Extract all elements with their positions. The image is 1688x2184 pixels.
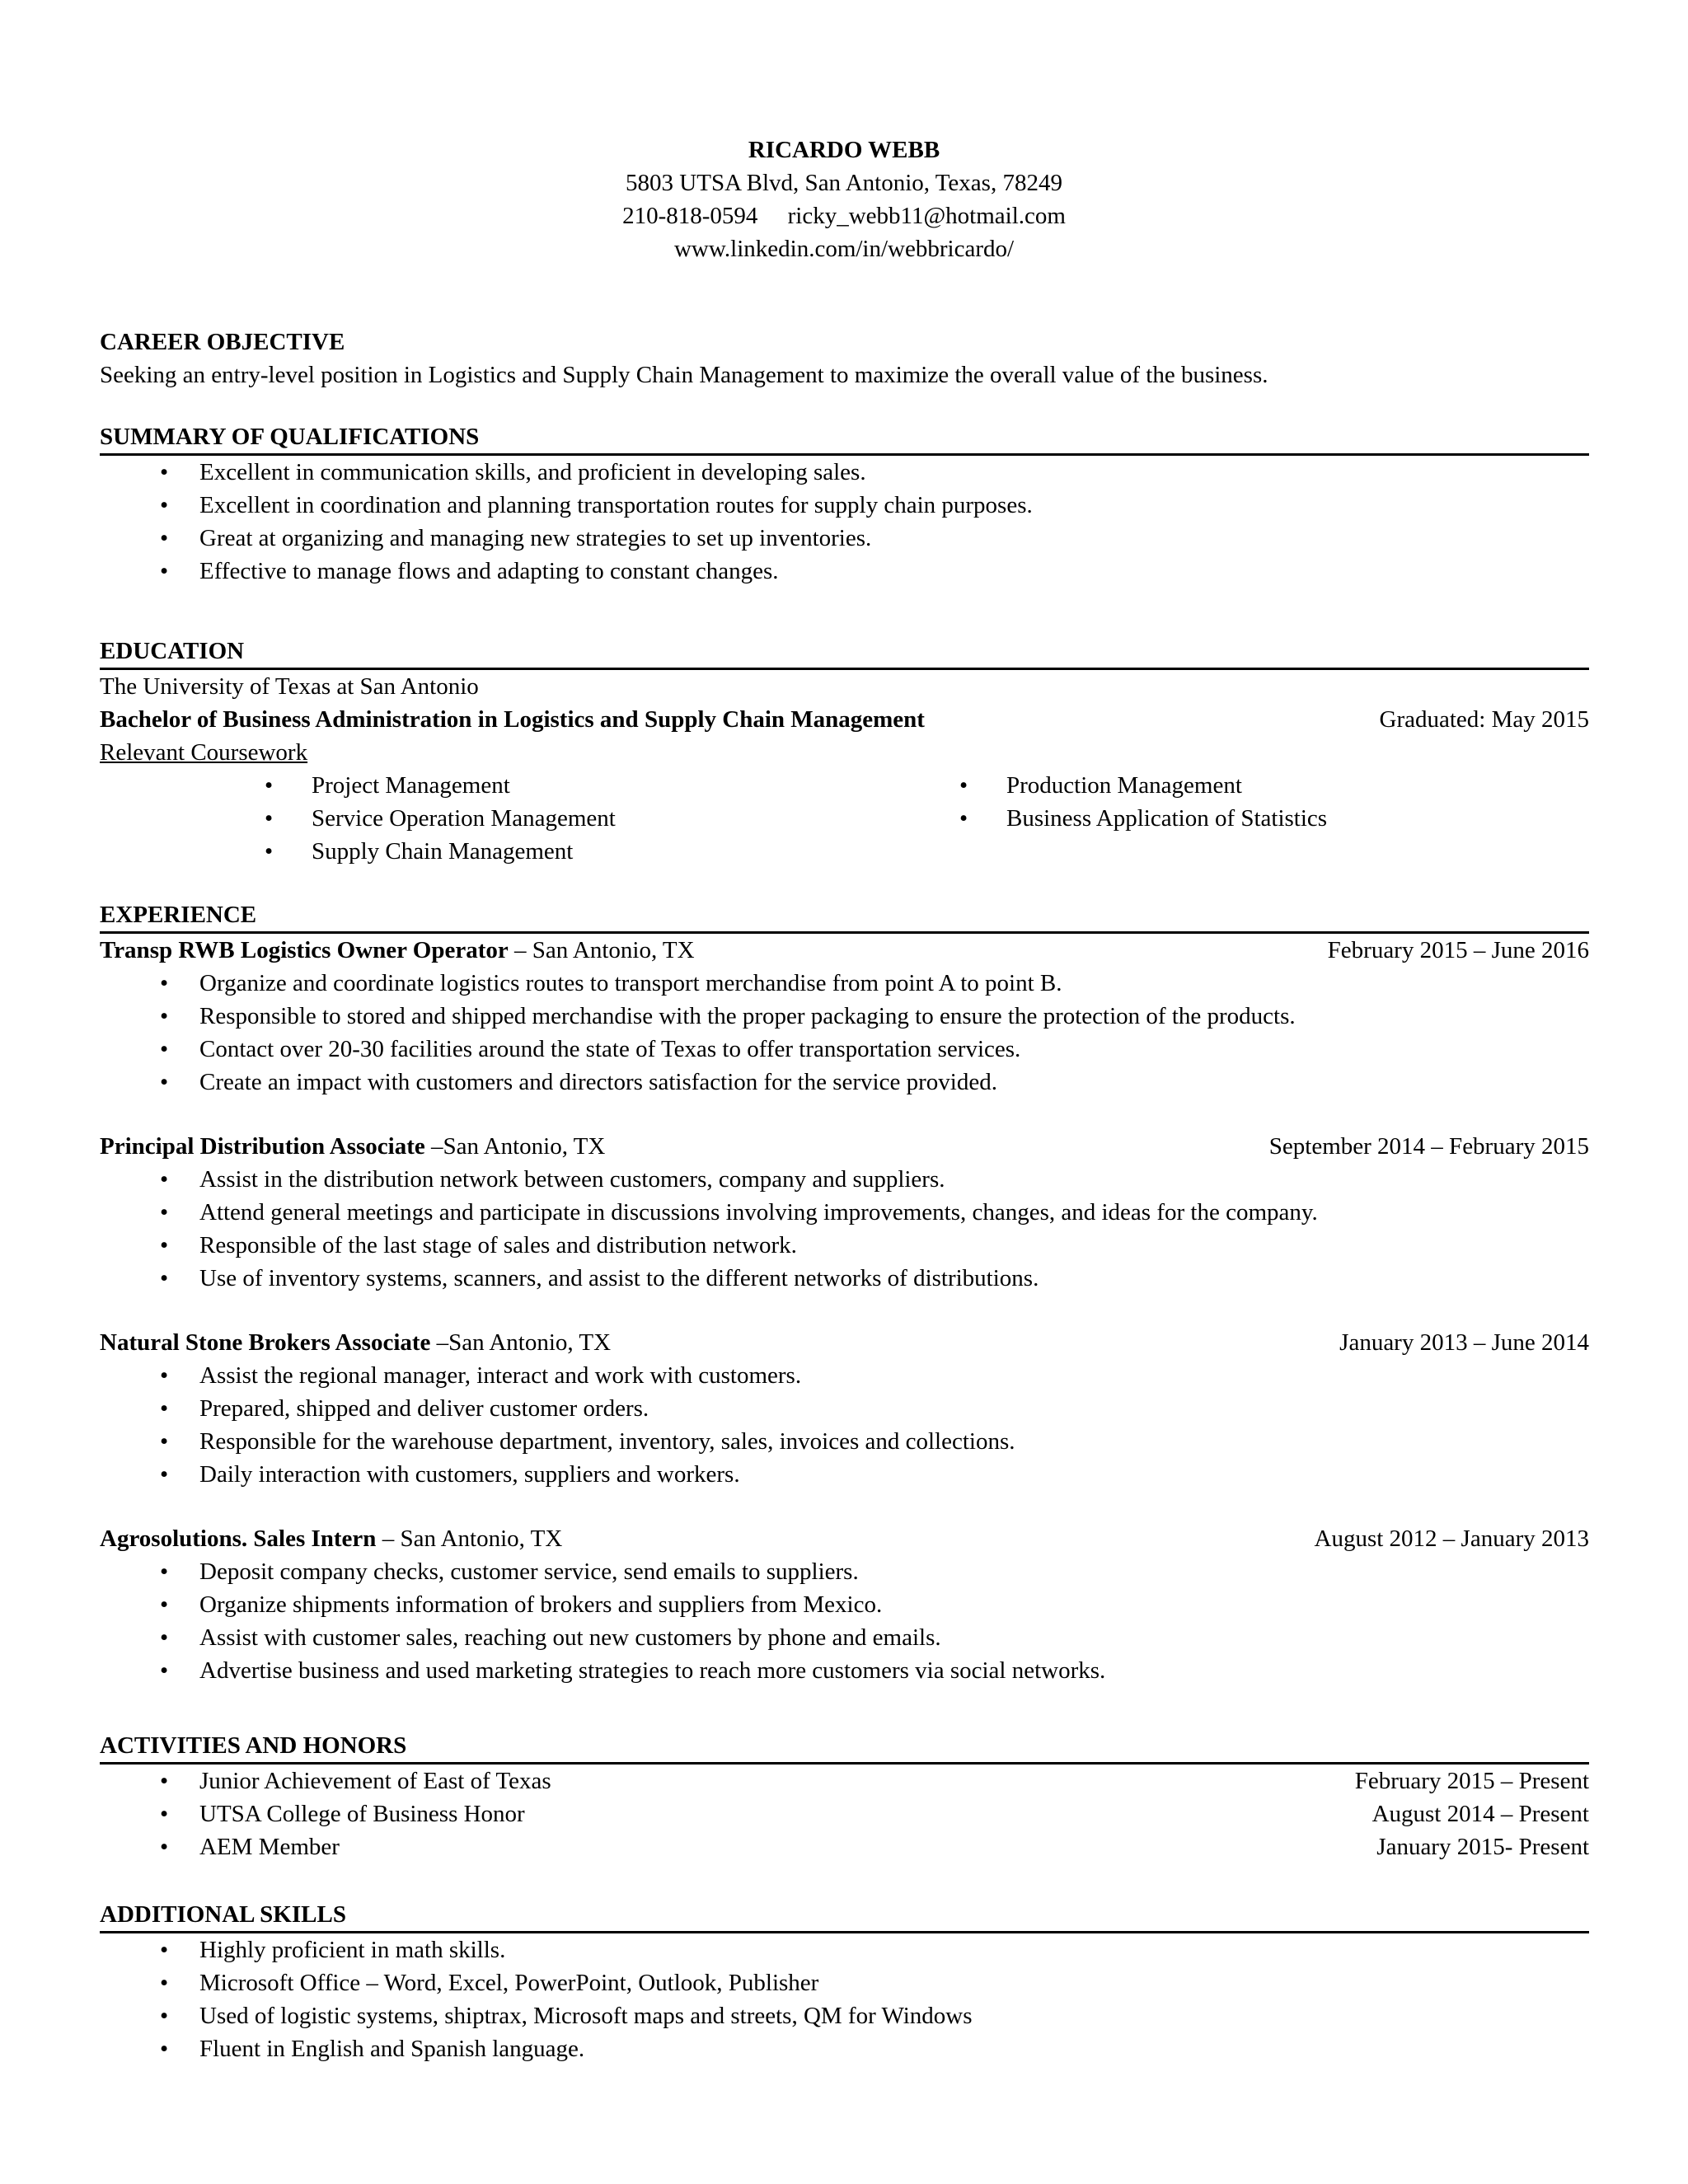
job-title-line (100, 1130, 605, 1163)
skills-section (100, 1898, 1589, 2065)
course-item: • Project Management (312, 769, 1006, 802)
activity-row (100, 1797, 1589, 1830)
section-title: EDUCATION (100, 635, 1589, 670)
list-item: • Advertise business and used marketing strategies to reach more customers via social networks. (100, 1654, 1589, 1687)
job-dates: September 2014 – February 2015 (1268, 1133, 1589, 1160)
objective-text: Seeking an entry-level position in Logistics and Supply Chain Management to maximize the overall value of the business. (100, 362, 1268, 388)
education-section (100, 635, 1589, 868)
activity-row (100, 1765, 1589, 1797)
list-item: • Used of logistic systems, shiptrax, Microsoft maps and streets, QM for Windows (100, 1999, 1589, 2032)
list-item: • Highly proficient in math skills. (100, 1933, 1589, 1966)
job-location: – San Antonio, TX (508, 937, 695, 963)
job-header (100, 1522, 1589, 1555)
job-header (100, 1130, 1589, 1163)
list-item: • Microsoft Office – Word, Excel, PowerPoint, Outlook, Publisher (100, 1966, 1589, 1999)
address: 5803 UTSA Blvd, San Antonio, Texas, 78249 (626, 170, 1062, 196)
job-title-line (100, 934, 695, 967)
job-title-line (100, 1326, 611, 1359)
job-location: –San Antonio, TX (424, 1133, 606, 1160)
list-item: • Great at organizing and managing new strategies to set up inventories. (100, 522, 1589, 555)
list-item: • Responsible of the last stage of sales and distribution network. (100, 1229, 1589, 1262)
job-dates: August 2012 – January 2013 (1314, 1526, 1589, 1552)
summary-section (100, 420, 1589, 588)
graduation-date: Graduated: May 2015 (1379, 706, 1589, 733)
list-item: • Contact over 20-30 facilities around the state of Texas to offer transportation services. (100, 1033, 1589, 1066)
section-title: SUMMARY OF QUALIFICATIONS (100, 420, 1589, 456)
phone-email: 210-818-0594 ricky_webb11@hotmail.com (622, 203, 1066, 229)
list-item: • Assist the regional manager, interact and work with customers. (100, 1359, 1589, 1392)
coursework-column-left (312, 769, 1006, 868)
job-role: Principal Distribution Associate (100, 1133, 425, 1160)
job-location: –San Antonio, TX (430, 1329, 612, 1356)
job-role: Natural Stone Brokers Associate (100, 1329, 431, 1356)
list-item: • Fluent in English and Spanish language. (100, 2032, 1589, 2065)
list-item: • Daily interaction with customers, suppliers and workers. (100, 1458, 1589, 1491)
career-objective-section (100, 326, 1589, 391)
activity-name: • UTSA College of Business Honor (100, 1797, 525, 1830)
list-item: • Attend general meetings and participate in discussions involving improvements, changes, and ideas for the company. (100, 1196, 1589, 1229)
section-title: ADDITIONAL SKILLS (100, 1898, 1589, 1933)
list-item: • Excellent in coordination and planning transportation routes for supply chain purposes. (100, 489, 1589, 522)
activities-section (100, 1729, 1589, 1863)
job-location: – San Antonio, TX (376, 1526, 563, 1552)
list-item: • Responsible for the warehouse department, inventory, sales, invoices and collections. (100, 1425, 1589, 1458)
course-item: • Business Application of Statistics (1006, 802, 1327, 835)
section-title: CAREER OBJECTIVE (100, 329, 345, 355)
resume-header (0, 134, 1688, 265)
activity-name: • AEM Member (100, 1830, 340, 1863)
activity-dates: August 2014 – Present (1372, 1801, 1589, 1827)
activity-name: • Junior Achievement of East of Texas (100, 1765, 551, 1797)
job-entry (100, 1522, 1589, 1687)
job-dates: February 2015 – June 2016 (1327, 937, 1589, 963)
section-title: EXPERIENCE (100, 898, 1589, 934)
job-entry (100, 1130, 1589, 1295)
list-item: • Create an impact with customers and directors satisfaction for the service provided. (100, 1066, 1589, 1099)
course-item: • Supply Chain Management (312, 835, 1006, 868)
activity-dates: February 2015 – Present (1354, 1768, 1589, 1794)
list-item: • Assist with customer sales, reaching out new customers by phone and emails. (100, 1621, 1589, 1654)
list-item: • Prepared, shipped and deliver customer orders. (100, 1392, 1589, 1425)
activity-dates: January 2015- Present (1376, 1834, 1589, 1860)
list-item: • Responsible to stored and shipped merchandise with the proper packaging to ensure the protection of the products. (100, 1000, 1589, 1033)
job-role: Agrosolutions. Sales Intern (100, 1526, 377, 1552)
list-item: • Excellent in communication skills, and proficient in developing sales. (100, 456, 1589, 489)
candidate-name: RICARDO WEBB (748, 137, 940, 163)
list-item: • Deposit company checks, customer service, send emails to suppliers. (100, 1555, 1589, 1588)
job-role: Transp RWB Logistics Owner Operator (100, 937, 509, 963)
job-header (100, 1326, 1589, 1359)
list-item: • Organize and coordinate logistics routes to transport merchandise from point A to point B. (100, 967, 1589, 1000)
job-entry (100, 934, 1589, 1099)
coursework-label: Relevant Coursework (100, 739, 308, 766)
job-entry (100, 1326, 1589, 1491)
job-dates: January 2013 – June 2014 (1339, 1329, 1589, 1356)
degree-row (100, 703, 1589, 736)
activity-row (100, 1830, 1589, 1863)
course-item: • Production Management (1006, 769, 1327, 802)
list-item: • Effective to manage flows and adapting to constant changes. (100, 555, 1589, 588)
degree: Bachelor of Business Administration in Logistics and Supply Chain Management (100, 706, 925, 733)
coursework-column-right (1006, 769, 1327, 868)
school-name: The University of Texas at San Antonio (100, 673, 479, 700)
job-header (100, 934, 1589, 967)
job-title-line (100, 1522, 562, 1555)
list-item: • Assist in the distribution network between customers, company and suppliers. (100, 1163, 1589, 1196)
list-item: • Use of inventory systems, scanners, and assist to the different networks of distributions. (100, 1262, 1589, 1295)
coursework-list (100, 769, 1589, 868)
list-item: • Organize shipments information of brokers and suppliers from Mexico. (100, 1588, 1589, 1621)
experience-section (100, 898, 1589, 1687)
linkedin-url: www.linkedin.com/in/webbricardo/ (673, 236, 1015, 262)
course-item: • Service Operation Management (312, 802, 1006, 835)
section-title: ACTIVITIES AND HONORS (100, 1729, 1589, 1765)
